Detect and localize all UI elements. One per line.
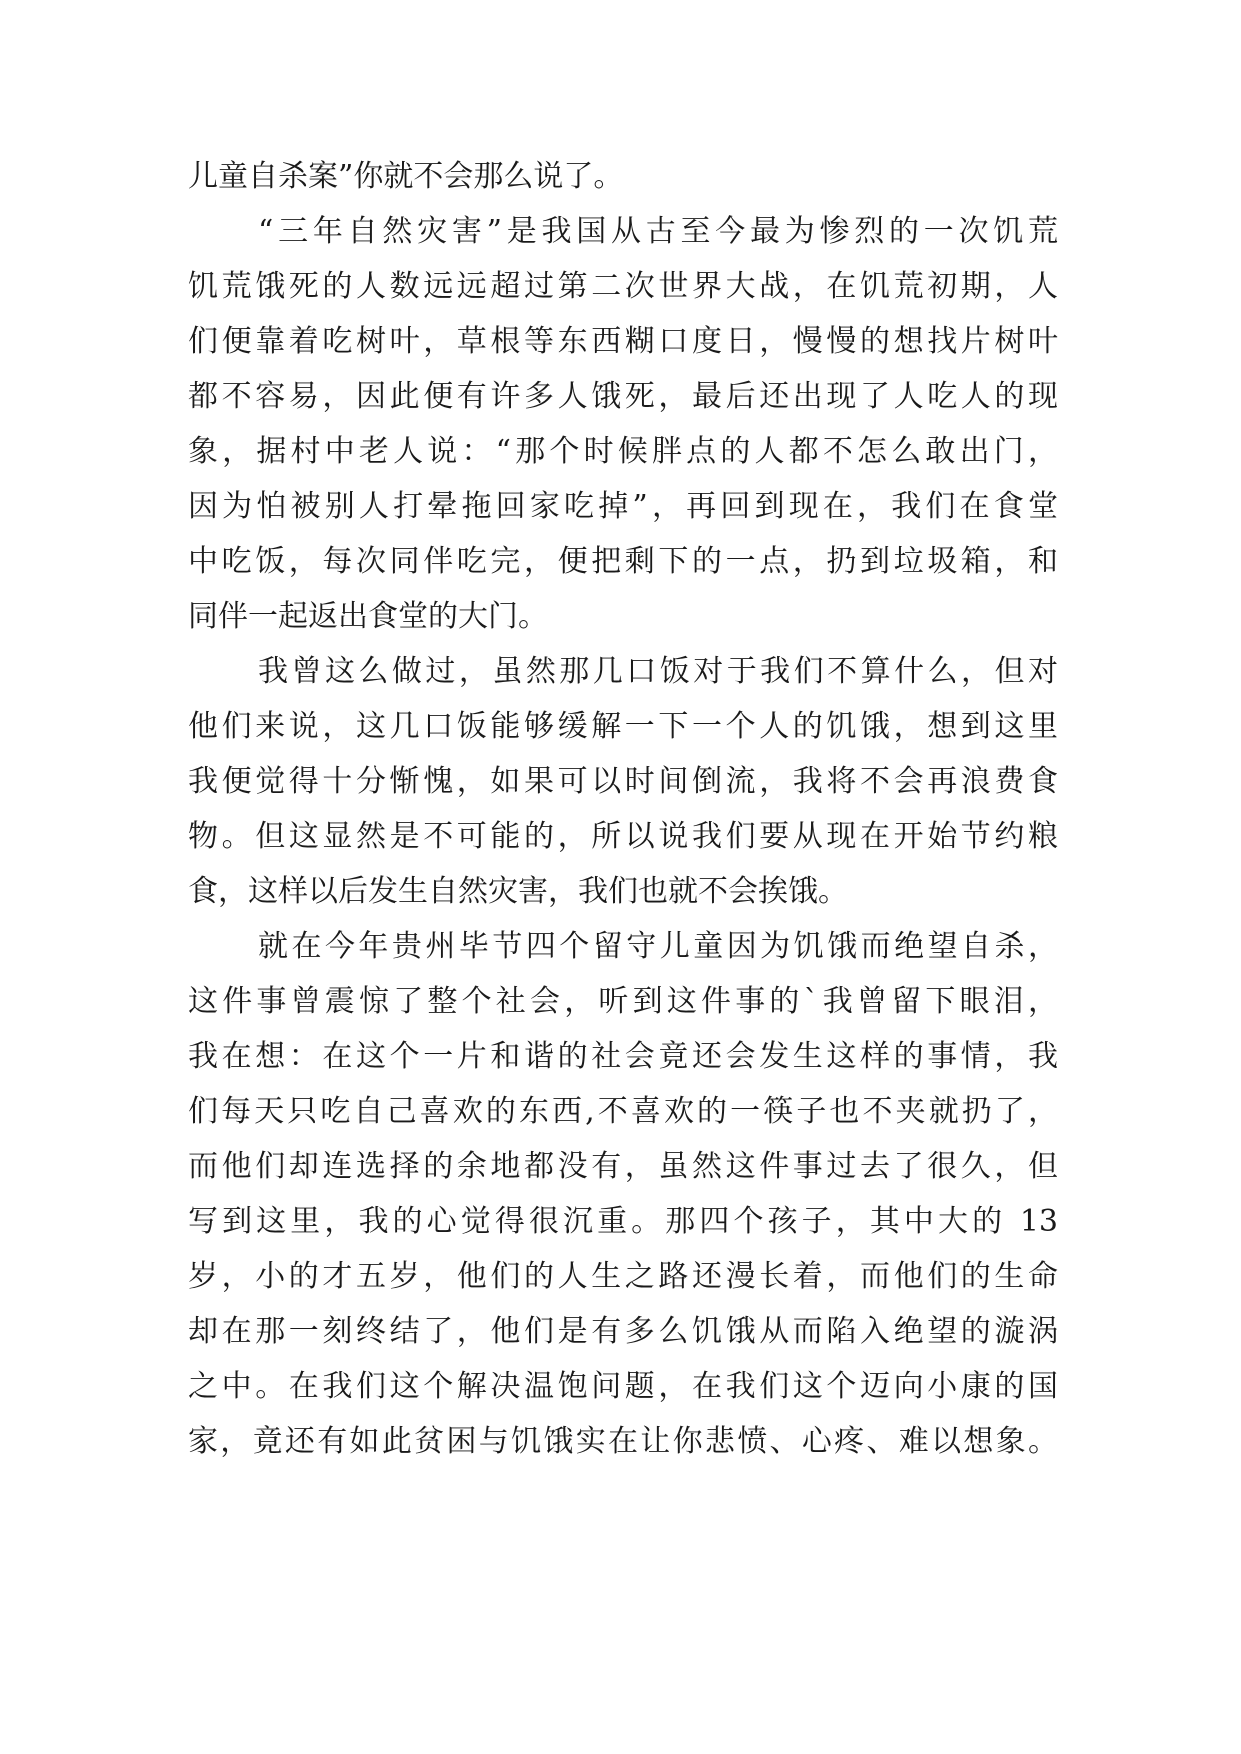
text-line: 们便靠着吃树叶，草根等东西糊口度日，慢慢的想找片树叶 <box>188 324 1058 359</box>
text-line: 他们来说，这几口饭能够缓解一下一个人的饥饿，想到这里 <box>188 709 1058 744</box>
essay-body <box>188 158 1058 1478</box>
text-line: 物。但这显然是不可能的，所以说我们要从现在开始节约粮 <box>188 819 1058 854</box>
text-line: 之中。在我们这个解决温饱问题，在我们这个迈向小康的国 <box>188 1369 1058 1404</box>
text-line: 儿童自杀案”你就不会那么说了。 <box>188 159 624 194</box>
paragraph-first-line: 我曾这么做过，虽然那几口饭对于我们不算什么，但对 <box>258 654 1058 689</box>
text-line: 却在那一刻终结了，他们是有多么饥饿从而陷入绝望的漩涡 <box>188 1314 1058 1349</box>
paragraph-first-line: 就在今年贵州毕节四个留守儿童因为饥饿而绝望自杀， <box>258 929 1058 964</box>
text-line: 同伴一起返出食堂的大门。 <box>188 599 548 634</box>
text-line: 因为怕被别人打晕拖回家吃掉”，再回到现在，我们在食堂 <box>188 489 1058 524</box>
text-line: 中吃饭，每次同伴吃完，便把剩下的一点，扔到垃圾箱，和 <box>188 544 1058 579</box>
text-line: 而他们却连选择的余地都没有，虽然这件事过去了很久，但 <box>188 1149 1058 1184</box>
text-line: 岁，小的才五岁，他们的人生之路还漫长着，而他们的生命 <box>188 1259 1058 1294</box>
text-line: 象，据村中老人说：“那个时候胖点的人都不怎么敢出门， <box>188 434 1058 469</box>
text-line: 我便觉得十分惭愧，如果可以时间倒流，我将不会再浪费食 <box>188 764 1058 799</box>
text-line: 们每天只吃自己喜欢的东西,不喜欢的一筷子也不夹就扔了， <box>188 1094 1058 1129</box>
paragraph-first-line: “三年自然灾害”是我国从古至今最为惨烈的一次饥荒 <box>258 214 1058 249</box>
text-line: 写到这里，我的心觉得很沉重。那四个孩子，其中大的 13 <box>188 1204 1058 1239</box>
text-line: 饥荒饿死的人数远远超过第二次世界大战，在饥荒初期，人 <box>188 269 1058 304</box>
text-line: 这件事曾震惊了整个社会，听到这件事的`我曾留下眼泪， <box>188 984 1058 1019</box>
text-line: 都不容易，因此便有许多人饿死，最后还出现了人吃人的现 <box>188 379 1058 414</box>
text-line: 家，竟还有如此贫困与饥饿实在让你悲愤、心疼、难以想象。 <box>188 1424 1058 1459</box>
text-line: 食，这样以后发生自然灾害，我们也就不会挨饿。 <box>188 874 848 909</box>
text-line: 我在想：在这个一片和谐的社会竟还会发生这样的事情，我 <box>188 1039 1058 1074</box>
